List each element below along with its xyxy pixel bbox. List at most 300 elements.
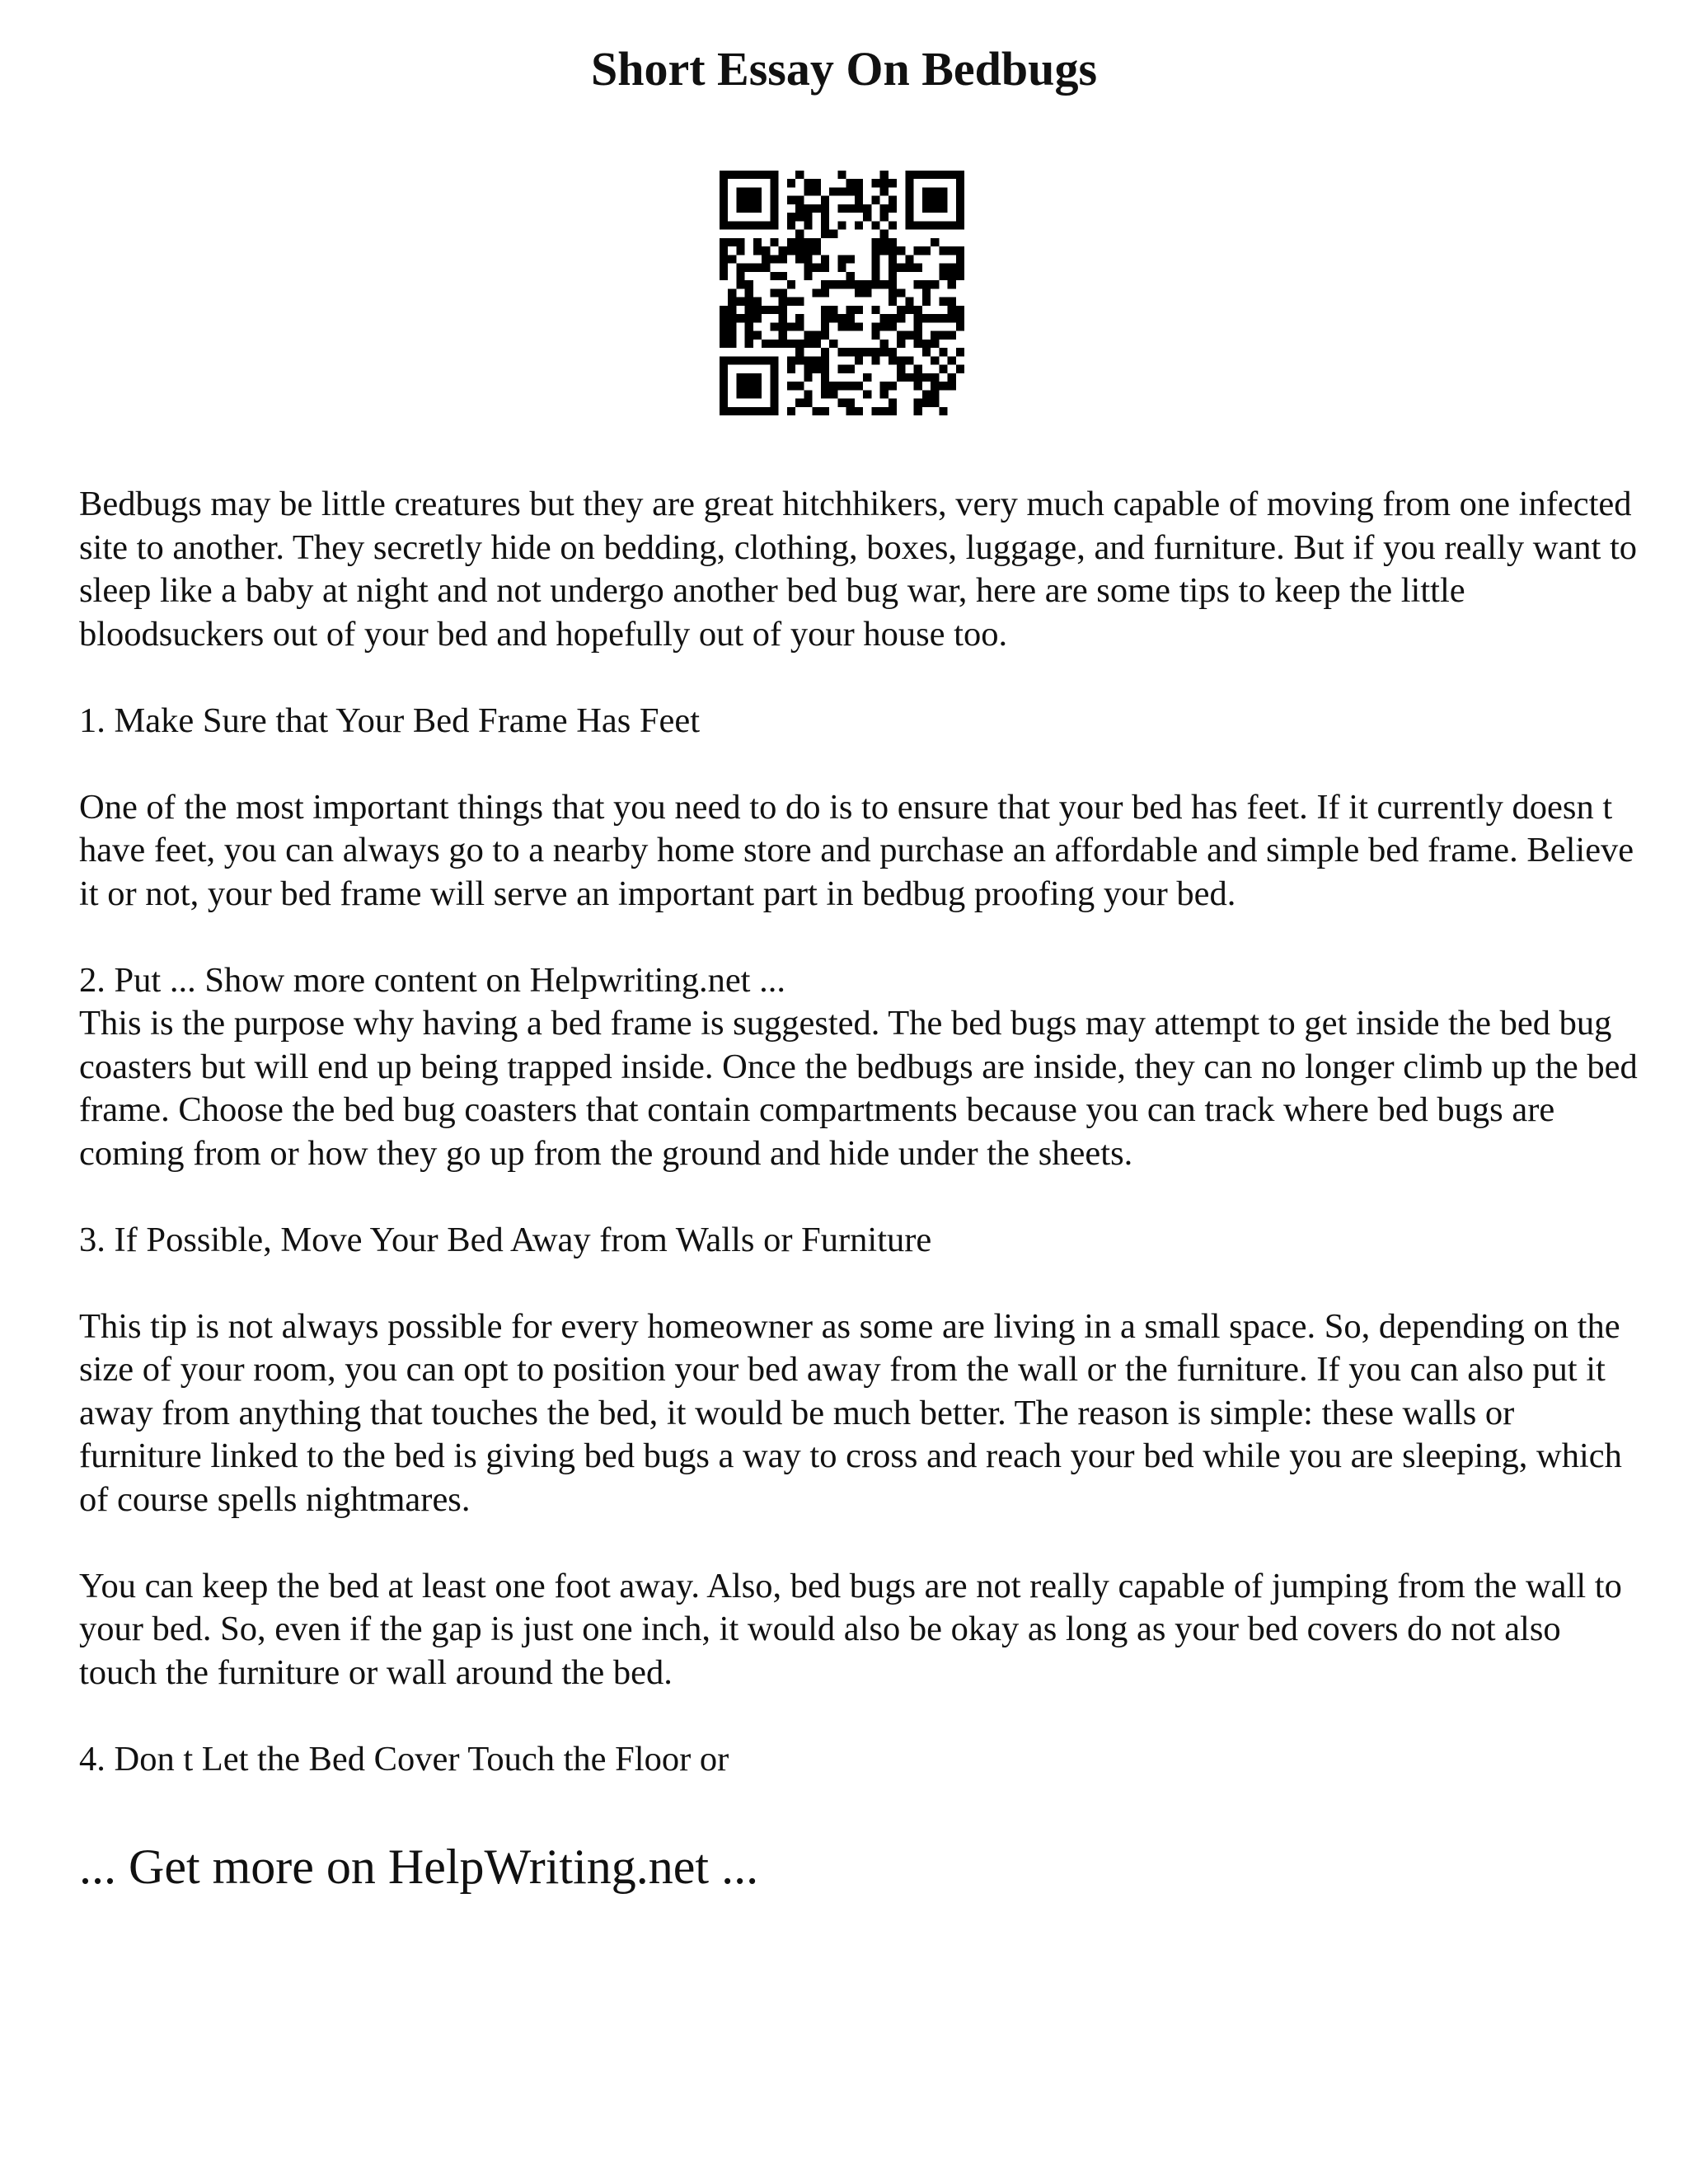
qr-module [956,221,964,229]
qr-module [728,238,736,246]
qr-module [762,255,770,263]
section-paragraph-1: One of the most important things that you need to do is to ensure that your bed has feet. If it currently doesn t have feet, you can always go to a nearby home store and purchase an affordable and simple bed frame. Believe it or not, your bed frame will serve an important part in bedbug proofing your bed. [79,787,1634,913]
qr-module [787,196,795,204]
qr-module [770,399,778,407]
qr-module [956,348,964,356]
qr-module [736,407,744,415]
qr-module [871,348,879,356]
qr-module [956,264,964,272]
qr-module [720,373,728,382]
qr-module [728,298,736,306]
qr-module [922,221,931,229]
qr-module [728,288,736,297]
qr-module [745,204,753,213]
qr-module [880,280,889,288]
qr-module [804,264,812,272]
qr-module [736,390,744,398]
qr-module [855,348,863,356]
qr-module [770,221,778,229]
qr-module [736,314,744,322]
qr-module [871,272,879,280]
qr-module [795,348,804,356]
qr-module [956,196,964,204]
qr-module [795,230,804,238]
qr-module [922,314,931,322]
qr-module [905,298,913,306]
qr-module [821,213,829,221]
qr-module [745,340,753,348]
qr-module [880,213,889,221]
qr-module [720,272,728,280]
qr-module [804,331,812,340]
qr-module [846,187,855,195]
qr-module [905,373,913,382]
qr-module [914,322,922,330]
qr-module [855,280,863,288]
qr-module [795,340,804,348]
qr-module [855,221,863,229]
qr-module [837,382,846,390]
qr-module [905,171,913,179]
qr-module [770,196,778,204]
qr-module [779,288,787,297]
qr-module [720,314,728,322]
qr-module [770,356,778,364]
qr-module [804,187,812,195]
qr-module [720,322,728,330]
qr-module [846,348,855,356]
qr-module [939,407,947,415]
qr-module [745,382,753,390]
qr-module [855,382,863,390]
qr-module [956,255,964,263]
qr-module [821,204,829,213]
qr-module [905,356,913,364]
qr-module [837,171,846,179]
qr-module [846,322,855,330]
qr-module [821,280,829,288]
qr-module [863,213,871,221]
qr-module [939,348,947,356]
qr-module [897,314,905,322]
qr-module [837,365,846,373]
qr-module [939,204,947,213]
qr-module [736,187,744,195]
qr-module [846,272,855,280]
qr-module [795,382,804,390]
qr-module [795,213,804,221]
qr-module [728,306,736,314]
qr-module [720,331,728,340]
qr-module [855,407,863,415]
qr-module [931,187,939,195]
qr-module [931,331,939,340]
qr-module [787,246,795,255]
qr-module [753,390,762,398]
qr-module [728,322,736,330]
qr-module [762,407,770,415]
qr-module [804,373,812,382]
qr-module [813,179,821,187]
qr-module [795,204,804,213]
qr-module [880,187,889,195]
qr-module [829,306,837,314]
qr-module [787,340,795,348]
qr-module [889,407,897,415]
qr-module [762,171,770,179]
qr-module [821,196,829,204]
qr-module [736,382,744,390]
qr-module [948,306,956,314]
qr-module [821,230,829,238]
qr-module [863,390,871,398]
qr-module [745,314,753,322]
qr-module [821,348,829,356]
qr-module [948,373,956,382]
qr-module [880,407,889,415]
qr-module [905,221,913,229]
qr-module [779,272,787,280]
qr-module [880,322,889,330]
qr-module [770,238,778,246]
qr-module [939,365,947,373]
qr-module [720,382,728,390]
qr-module [871,407,879,415]
qr-module [745,373,753,382]
qr-module [855,306,863,314]
qr-module [897,264,905,272]
qr-module [770,390,778,398]
qr-module [871,306,879,314]
qr-module [720,264,728,272]
qr-module [804,238,812,246]
qr-module [897,331,905,340]
qr-module [770,373,778,382]
qr-module [948,171,956,179]
qr-module [720,213,728,221]
qr-module [880,230,889,238]
qr-module [753,196,762,204]
qr-module [720,246,728,255]
qr-module [889,204,897,213]
qr-module [821,322,829,330]
qr-module [931,280,939,288]
qr-module [931,399,939,407]
qr-module [880,171,889,179]
qr-module [829,230,837,238]
qr-module [846,280,855,288]
qr-module [787,356,795,364]
qr-module [889,356,897,364]
qr-module [821,382,829,390]
qr-module [837,314,846,322]
qr-module [762,306,770,314]
qr-module [846,306,855,314]
qr-module [770,204,778,213]
qr-module [795,255,804,263]
qr-module [939,272,947,280]
qr-module [829,314,837,322]
qr-module [720,171,728,179]
qr-module [762,221,770,229]
qr-module [821,407,829,415]
qr-module [720,204,728,213]
qr-module [829,187,837,195]
qr-module [922,373,931,382]
qr-module [745,171,753,179]
qr-module [745,288,753,297]
qr-module [753,331,762,340]
qr-module [821,288,829,297]
qr-module [931,238,939,246]
qr-module [880,179,889,187]
qr-module [897,306,905,314]
qr-module [720,196,728,204]
qr-module [787,382,795,390]
qr-module [855,187,863,195]
qr-module [922,399,931,407]
qr-module [922,204,931,213]
qr-module [931,171,939,179]
qr-module [745,322,753,330]
qr-module [948,221,956,229]
section-heading-2: 2. Put ... Show more content on Helpwriting.net ... [79,960,785,1000]
qr-module [829,382,837,390]
qr-module [813,246,821,255]
qr-module [745,187,753,195]
qr-module [787,213,795,221]
qr-module [939,246,947,255]
qr-module [948,246,956,255]
qr-module [871,246,879,255]
qr-module [905,187,913,195]
qr-module [846,179,855,187]
qr-module [804,340,812,348]
qr-module [770,171,778,179]
get-more-link[interactable]: ... Get more on HelpWriting.net ... [79,1840,759,1894]
qr-module [762,356,770,364]
qr-module [770,187,778,195]
qr-module [787,298,795,306]
qr-module [813,365,821,373]
qr-module [720,187,728,195]
qr-module [889,221,897,229]
qr-module [905,264,913,272]
qr-module [897,373,905,382]
qr-module [914,382,922,390]
qr-module [948,331,956,340]
qr-module [897,288,905,297]
qr-module [804,255,812,263]
qr-module [846,255,855,263]
qr-module [846,382,855,390]
qr-module [922,280,931,288]
qr-module [880,340,889,348]
qr-module [753,238,762,246]
qr-module [779,322,787,330]
qr-module [821,331,829,340]
qr-module [871,179,879,187]
qr-module [753,314,762,322]
qr-module [804,213,812,221]
qr-module [728,356,736,364]
qr-module [931,314,939,322]
qr-module [905,255,913,263]
qr-module [931,204,939,213]
qr-module [753,382,762,390]
qr-module [813,264,821,272]
qr-module [745,356,753,364]
qr-module [813,340,821,348]
qr-module [880,204,889,213]
qr-module [779,340,787,348]
qr-module [821,255,829,263]
qr-module [829,390,837,398]
qr-code-graphic [720,171,964,415]
qr-module [922,246,931,255]
qr-module [914,264,922,272]
qr-module [931,221,939,229]
qr-module [821,390,829,398]
qr-module [889,399,897,407]
qr-module [939,187,947,195]
qr-module [753,373,762,382]
qr-module [948,314,956,322]
qr-module [855,179,863,187]
qr-module [846,365,855,373]
qr-module [922,348,931,356]
qr-module [922,171,931,179]
qr-module [720,390,728,398]
qr-module [720,179,728,187]
qr-module [889,196,897,204]
qr-module [931,340,939,348]
qr-module [880,314,889,322]
qr-module [889,238,897,246]
qr-module [863,373,871,382]
section-paragraph-2: This is the purpose why having a bed frame is suggested. The bed bugs may attempt to get inside the bed bug coasters but will end up being trapped inside. Once the bedbugs are inside, they can no longer climb up the bed frame. Choose the bed bug coasters that contain compartments because you can track where bed bugs are coming from or how they go up from the ground and hide under the sheets. [79,1004,1638,1173]
qr-module [770,288,778,297]
qr-module [821,306,829,314]
qr-module [795,314,804,322]
qr-module [897,365,905,373]
qr-module [914,365,922,373]
qr-module [804,179,812,187]
qr-module [956,365,964,373]
qr-module [728,407,736,415]
qr-module [871,221,879,229]
qr-module [855,196,863,204]
qr-module [753,298,762,306]
qr-module [914,340,922,348]
qr-module [753,171,762,179]
qr-module [720,356,728,364]
qr-module [871,264,879,272]
essay-body [79,483,1645,1781]
qr-module [889,322,897,330]
qr-module [728,331,736,340]
qr-module [736,238,744,246]
qr-module [770,382,778,390]
qr-module [939,382,947,390]
qr-module [762,246,770,255]
qr-module [795,238,804,246]
qr-module [813,238,821,246]
qr-module [728,255,736,263]
qr-module [956,246,964,255]
qr-module [871,356,879,364]
qr-module [837,280,846,288]
qr-module [720,255,728,263]
qr-module [770,179,778,187]
qr-module [829,280,837,288]
qr-module [922,340,931,348]
qr-module [745,407,753,415]
qr-module [720,365,728,373]
qr-module [804,221,812,229]
qr-module [779,298,787,306]
qr-module [922,390,931,398]
qr-module [813,356,821,364]
qr-module [931,373,939,382]
qr-module [728,314,736,322]
qr-module [779,314,787,322]
qr-module [948,280,956,288]
qr-module [837,187,846,195]
qr-module [956,314,964,322]
qr-module [889,348,897,356]
qr-module [956,272,964,280]
qr-module [914,280,922,288]
qr-module [922,288,931,297]
qr-module [728,221,736,229]
qr-module [753,356,762,364]
qr-module [787,280,795,288]
qr-module [770,306,778,314]
qr-module [922,196,931,204]
qr-module [837,221,846,229]
qr-module [779,331,787,340]
qr-module [905,213,913,221]
qr-module [914,373,922,382]
qr-module [795,322,804,330]
qr-module [745,298,753,306]
qr-module [787,365,795,373]
qr-module [813,187,821,195]
qr-module [837,399,846,407]
section-paragraph-3: This tip is not always possible for every homeowner as some are living in a small space. So, depending on the size of your room, you can opt to position your bed away from the wall or the furniture. If you can also put it away from anything that touches the bed, it would be much better. The reason is simple: these walls or furniture linked to the bed is giving bed bugs a way to cross and reach your bed while you are sleeping, which of course spells nightmares. [79,1306,1622,1519]
qr-module [770,213,778,221]
qr-module [795,196,804,204]
qr-module [931,196,939,204]
qr-module [905,204,913,213]
qr-module [863,280,871,288]
qr-module [939,221,947,229]
qr-module [813,204,821,213]
qr-module [871,322,879,330]
section-paragraph-4: You can keep the bed at least one foot away. Also, bed bugs are not really capable of jumping from the wall to your bed. So, even if the gap is just one inch, it would also be okay as long as your bed covers do not also touch the furniture or wall around the bed. [79,1566,1622,1692]
qr-module [720,407,728,415]
qr-module [770,407,778,415]
qr-module [905,306,913,314]
qr-module [939,298,947,306]
document-title: Short Essay On Bedbugs [590,42,1098,96]
qr-module [897,356,905,364]
qr-module [855,356,863,364]
qr-module [736,204,744,213]
qr-module [871,280,879,288]
qr-module [795,298,804,306]
